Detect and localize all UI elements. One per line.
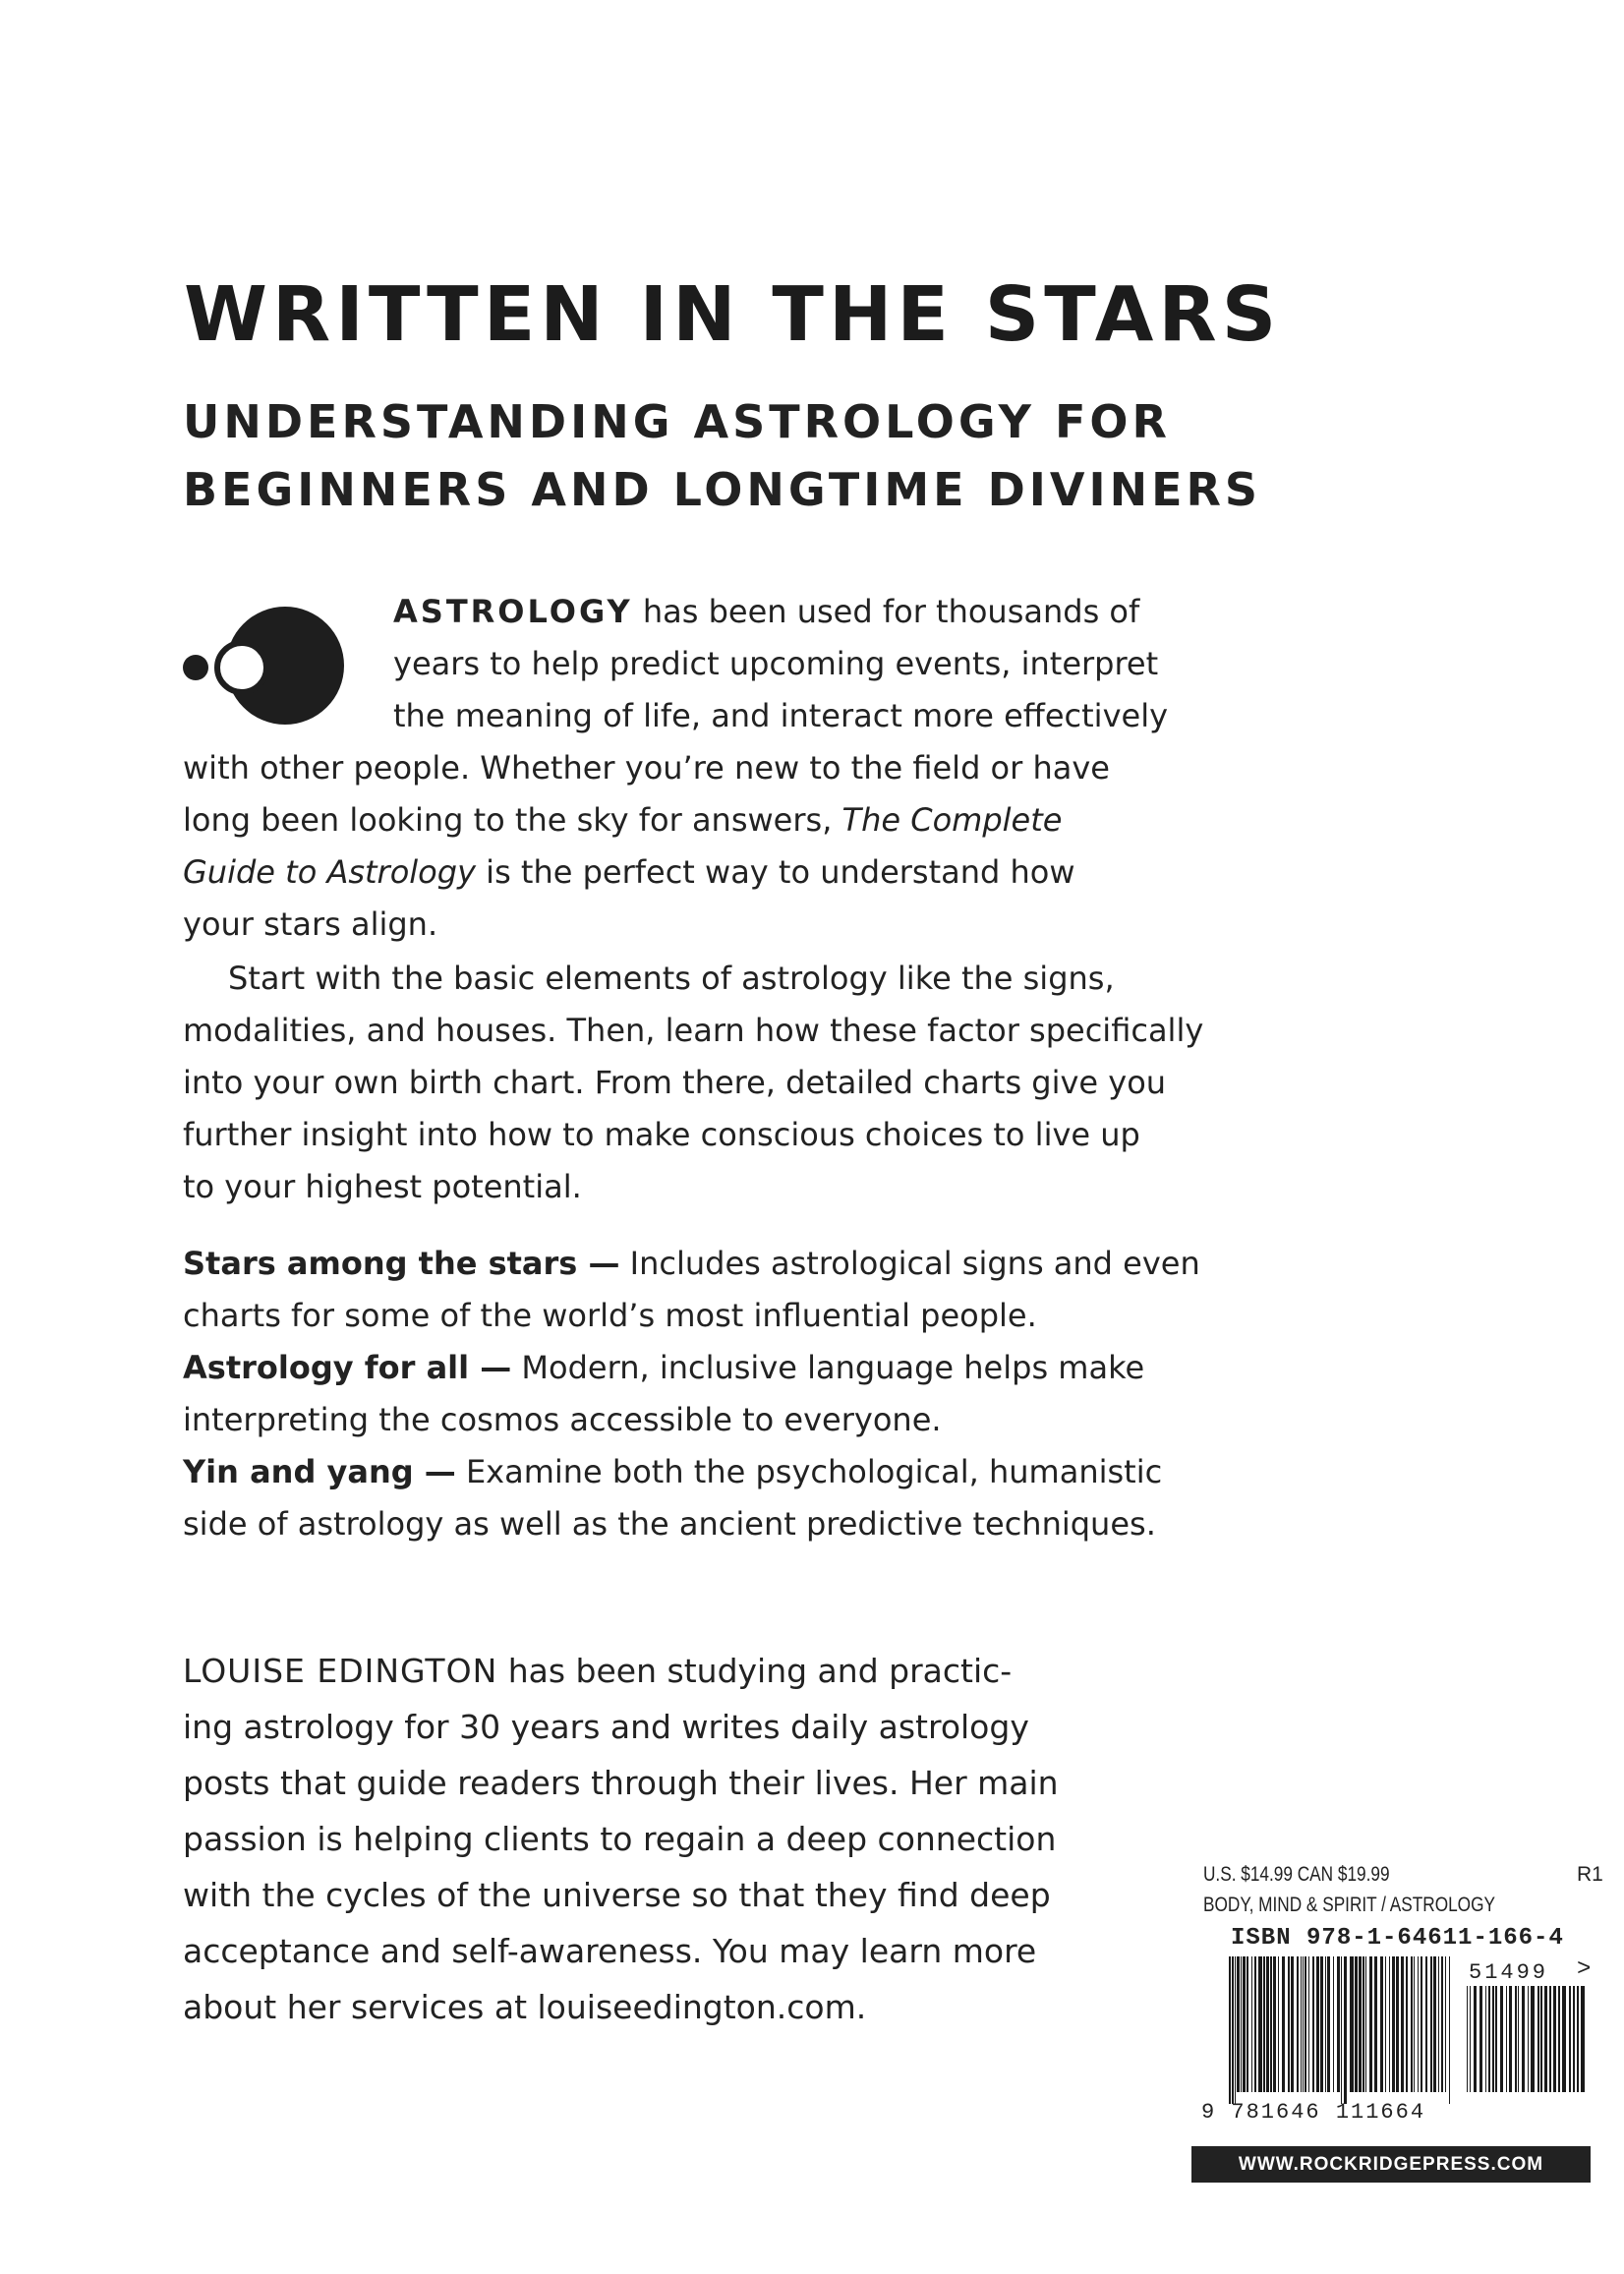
barcode-bar — [1327, 1956, 1330, 2092]
intro-line-7: your stars align. — [183, 905, 438, 943]
barcode-bar — [1380, 1956, 1383, 2092]
barcode-bar — [1569, 1986, 1571, 2092]
barcode-bar — [1243, 1956, 1246, 2092]
subtitle-line-1: UNDERSTANDING ASTROLOGY FOR — [183, 395, 1171, 448]
barcode-bar — [1301, 1956, 1302, 2092]
barcode-bar — [1385, 1956, 1386, 2092]
author-line-5: with the cycles of the universe so that they find deep — [183, 1876, 1051, 1914]
barcode-bar — [1531, 1986, 1535, 2092]
barcode-bar — [1266, 1956, 1269, 2092]
barcode-bar — [1288, 1956, 1290, 2092]
barcode-bar — [1229, 1956, 1231, 2104]
barcode-bar — [1414, 1956, 1415, 2092]
barcode-bar — [1247, 1956, 1248, 2092]
barcode-bar — [1389, 1956, 1390, 2092]
barcode-bar — [1470, 1986, 1471, 2092]
barcode-bar — [1359, 1956, 1362, 2092]
author-line-1: LOUISE EDINGTON has been studying and practic- — [183, 1652, 1013, 1690]
author-line-4: passion is helping clients to regain a deep connection — [183, 1820, 1057, 1858]
barcode-bar — [1518, 1986, 1519, 2092]
print-code: R1 — [1577, 1863, 1603, 1886]
barcode-bar — [1528, 1986, 1529, 2092]
addon-arrow: > — [1577, 1956, 1592, 1983]
category-label: BODY, MIND & SPIRIT / ASTROLOGY — [1203, 1894, 1495, 1916]
barcode-bar — [1438, 1956, 1439, 2092]
barcode-bar — [1291, 1956, 1294, 2092]
barcode-bar — [1495, 1986, 1497, 2092]
price-label: U.S. $14.99 CAN $19.99 — [1203, 1863, 1390, 1886]
barcode-bar — [1297, 1956, 1299, 2092]
barcode-bar — [1418, 1956, 1419, 2092]
barcode-bar — [1544, 1986, 1547, 2092]
book-title: WRITTEN IN THE STARS — [184, 271, 1282, 359]
feature-2-line-1: Astrology for all — Modern, inclusive language helps make — [183, 1349, 1145, 1386]
author-line-2: ing astrology for 30 years and writes daily astrology — [183, 1708, 1029, 1746]
author-line-6: acceptance and self-awareness. You may learn more — [183, 1932, 1037, 1970]
barcode-bar — [1363, 1956, 1364, 2092]
barcode-bar — [1344, 1956, 1347, 2104]
subtitle-line-2: BEGINNERS AND LONGTIME DIVINERS — [183, 463, 1262, 516]
barcode-bar — [1254, 1956, 1256, 2092]
barcode-bar — [1421, 1956, 1422, 2092]
isbn-label: ISBN 978-1-64611-166-4 — [1231, 1925, 1564, 1952]
price-addon-digits: 51499 — [1469, 1960, 1549, 1985]
feature-3-line-2: side of astrology as well as the ancient predictive techniques. — [183, 1505, 1156, 1543]
barcode-bar — [1316, 1956, 1319, 2092]
barcode-bar — [1445, 1956, 1446, 2092]
ean-digits: 9 781646 111664 — [1201, 2100, 1426, 2125]
barcode-bar — [1305, 1956, 1306, 2092]
barcode-bar — [1303, 1956, 1304, 2092]
barcode-bar — [1441, 1956, 1443, 2092]
barcode-bar — [1500, 1986, 1503, 2092]
barcode-bar — [1549, 1986, 1551, 2092]
moon-phases-icon — [177, 604, 374, 731]
barcode-bar — [1406, 1956, 1408, 2092]
feature-1-line-1: Stars among the stars — Includes astrological signs and even — [183, 1245, 1200, 1282]
book-title-italic: The Complete — [841, 801, 1063, 839]
barcode-bar — [1577, 1986, 1579, 2092]
author-line-7: about her services at louiseedington.com. — [183, 1988, 867, 2026]
isbn-barcode — [1227, 1956, 1455, 2104]
author-line-3: posts that guide readers through their lives. Her main — [183, 1764, 1059, 1802]
barcode-bar — [1573, 1986, 1575, 2092]
feature-3-line-1: Yin and yang — Examine both the psychological, humanistic — [183, 1453, 1163, 1490]
barcode-bar — [1401, 1956, 1404, 2092]
barcode-bar — [1467, 1986, 1468, 2092]
barcode-bar — [1515, 1986, 1517, 2092]
barcode-bar — [1492, 1986, 1494, 2092]
barcode-bar — [1308, 1956, 1309, 2092]
intro-line-6: Guide to Astrology is the perfect way to understand how — [183, 853, 1075, 891]
astrology-keyword: ASTROLOGY — [393, 593, 633, 630]
barcode-bar — [1433, 1956, 1436, 2092]
barcode-bar — [1282, 1956, 1285, 2092]
feature-2-label: Astrology for all — — [183, 1349, 512, 1386]
barcode-bar — [1365, 1956, 1366, 2092]
feature-2-line-2: interpreting the cosmos accessible to everyone. — [183, 1401, 942, 1438]
barcode-bar — [1540, 1986, 1542, 2092]
barcode-bar — [1562, 1986, 1566, 2092]
barcode-bar — [1522, 1986, 1525, 2092]
barcode-bar — [1350, 1956, 1354, 2092]
barcode-bar — [1411, 1956, 1413, 2092]
barcode-bar — [1374, 1956, 1377, 2092]
para2-line-3: into your own birth chart. From there, detailed charts give you — [183, 1064, 1167, 1101]
publisher-website: WWW.ROCKRIDGEPRESS.COM — [1191, 2146, 1591, 2183]
barcode-bar — [1537, 1986, 1539, 2092]
intro-line-4: with other people. Whether you’re new to the field or have — [183, 749, 1110, 787]
intro-line-2: years to help predict upcoming events, interpret — [393, 645, 1159, 682]
author-name: LOUISE EDINGTON — [183, 1652, 498, 1690]
intro-line-1: ASTROLOGY has been used for thousands of — [393, 593, 1140, 630]
price-addon-barcode — [1465, 1986, 1588, 2104]
barcode-bar — [1485, 1986, 1486, 2092]
para2-line-2: modalities, and houses. Then, learn how these factor specifically — [183, 1012, 1204, 1049]
barcode-bar — [1312, 1956, 1314, 2092]
book-title-italic-cont: Guide to Astrology — [183, 853, 476, 891]
barcode-bar — [1263, 1956, 1265, 2092]
barcode-bar — [1333, 1956, 1334, 2092]
barcode-bar — [1325, 1956, 1326, 2092]
barcode-bar — [1232, 1956, 1234, 2104]
barcode-bar — [1278, 1956, 1279, 2092]
para2-line-4: further insight into how to make conscious choices to live up — [183, 1116, 1140, 1153]
barcode-bar — [1506, 1986, 1507, 2092]
barcode-bar — [1355, 1956, 1358, 2092]
barcode-bar — [1581, 1986, 1585, 2092]
barcode-bar — [1235, 1956, 1236, 2104]
barcode-bar — [1509, 1986, 1512, 2092]
barcode-bar — [1270, 1956, 1272, 2092]
barcode-bar — [1237, 1956, 1240, 2092]
barcode-bar — [1449, 1956, 1450, 2104]
barcode-bar — [1273, 1956, 1276, 2092]
barcode-bar — [1396, 1956, 1399, 2092]
para2-line-5: to your highest potential. — [183, 1168, 582, 1205]
barcode-bar — [1369, 1956, 1372, 2092]
barcode-bar — [1558, 1986, 1560, 2092]
barcode-bar — [1320, 1956, 1323, 2092]
barcode-bar — [1474, 1986, 1477, 2092]
barcode-bar — [1553, 1986, 1556, 2092]
barcode-bar — [1241, 1956, 1242, 2092]
barcode-bar — [1251, 1956, 1252, 2092]
barcode-bar — [1392, 1956, 1395, 2092]
feature-3-label: Yin and yang — — [183, 1453, 456, 1490]
intro-line-5: long been looking to the sky for answers, The Complete — [183, 801, 1063, 839]
intro-line-3: the meaning of life, and interact more effectively — [393, 697, 1169, 734]
barcode-bar — [1430, 1956, 1432, 2092]
barcode-bar — [1337, 1956, 1340, 2092]
feature-1-label: Stars among the stars — — [183, 1245, 620, 1282]
barcode-bar — [1341, 1956, 1342, 2104]
barcode-bar — [1479, 1986, 1482, 2092]
para2-line-1: Start with the basic elements of astrology like the signs, — [228, 960, 1115, 997]
barcode-bar — [1425, 1956, 1427, 2092]
barcode-bar — [1488, 1986, 1490, 2092]
feature-1-line-2: charts for some of the world’s most influential people. — [183, 1297, 1037, 1334]
barcode-bar — [1258, 1956, 1262, 2092]
